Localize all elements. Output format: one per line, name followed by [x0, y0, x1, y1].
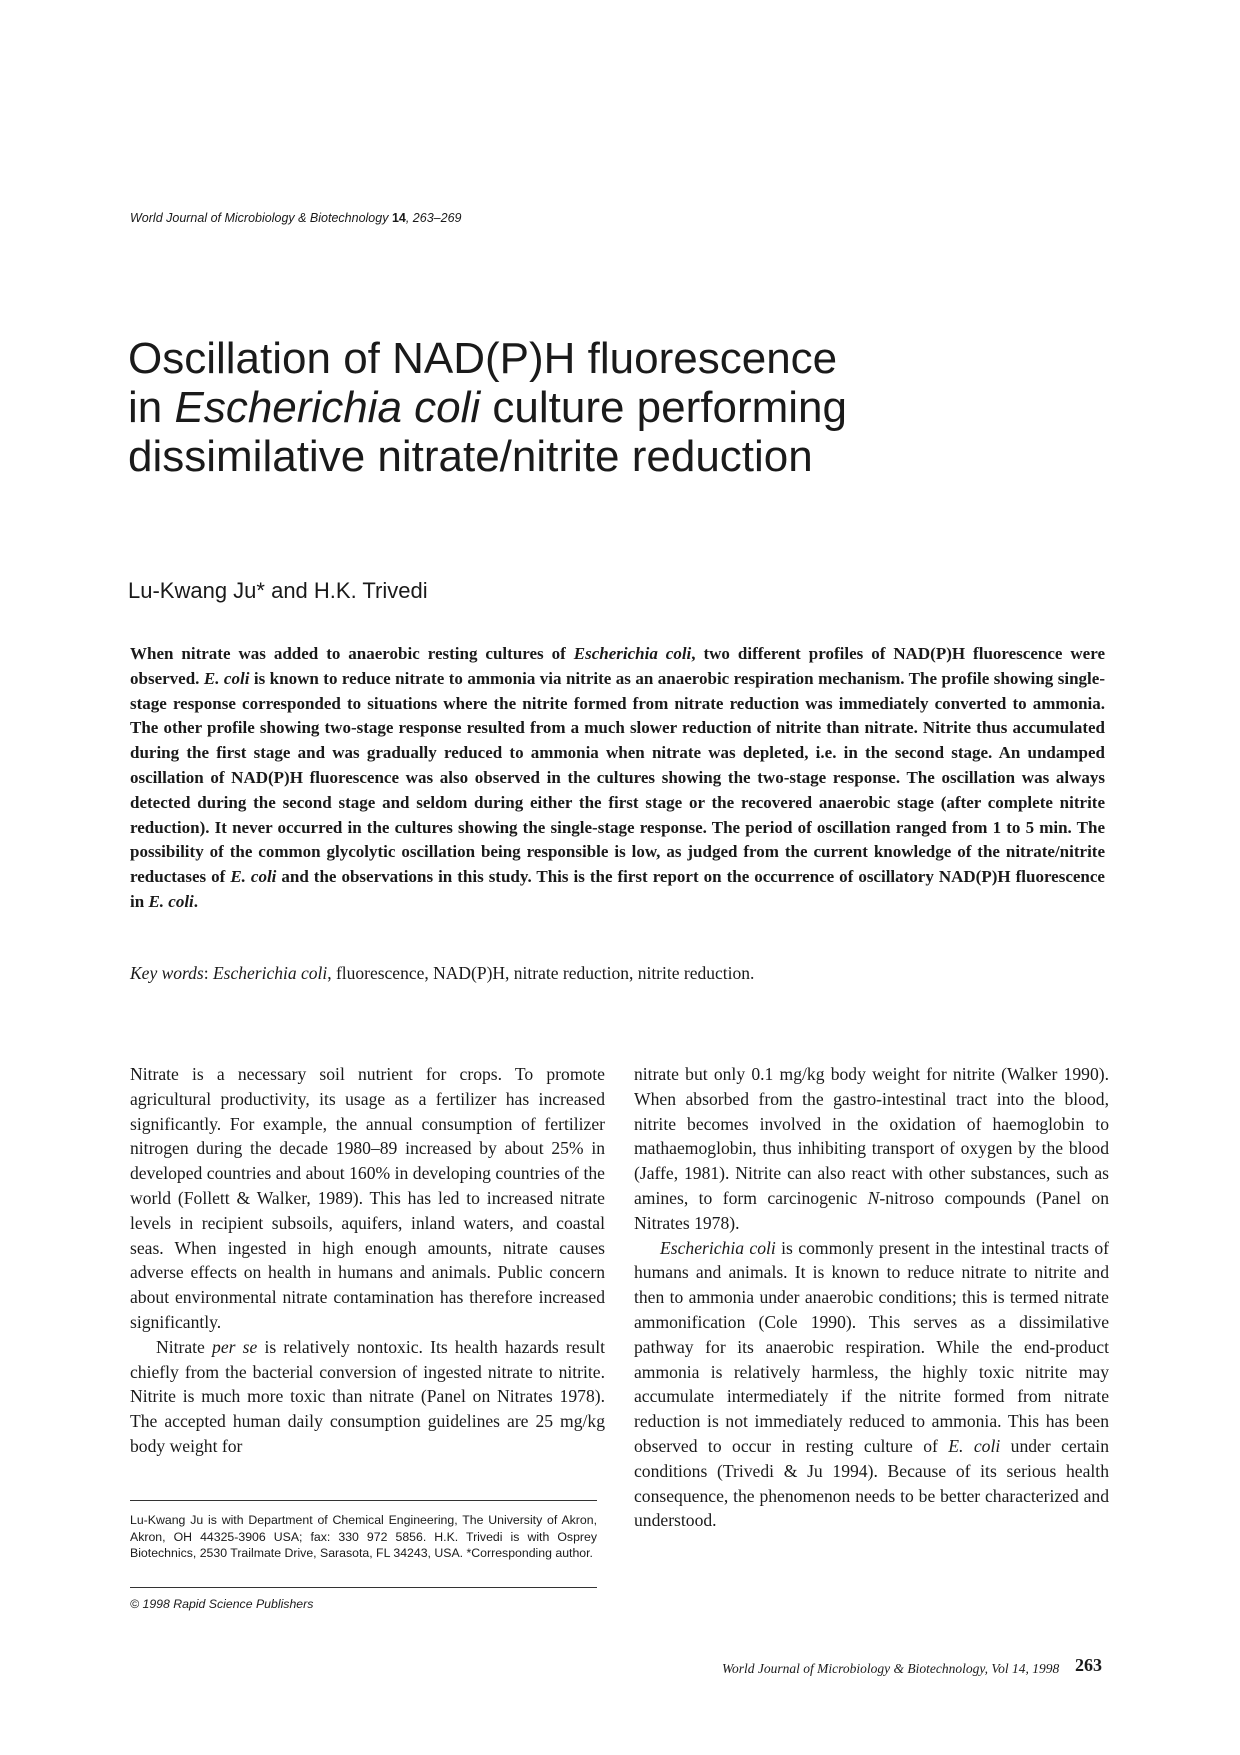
authors: Lu-Kwang Ju* and H.K. Trivedi — [128, 578, 428, 603]
body-paragraph-2 — [130, 1335, 605, 1459]
abstract-text-2: , two different profiles of NAD(P)H fluorescence were observed. — [130, 644, 1106, 688]
abstract-text-3: is known to reduce nitrate to ammonia via nitrite as an anaerobic respiration mechanism. The profile showing single-stage response corresponded to situations where the nitrite formed from nitrate reduction was immediately converted to ammonia. The other profile showing two-stage response resulted from a much slower reduction of nitrite than nitrate. Nitrite thus accumulated during the first stage and was gradually reduced to ammonia when nitrate was depleted, i.e. in the second stage. An undamped oscillation of NAD(P)H fluorescence was also observed in the cultures showing the two-stage response. The oscillation was always detected during the second stage and seldom during either the first stage or the recovered anaerobic stage (after complete nitrite reduction). It never occurred in the cultures showing the single-stage response. The period of oscillation ranged from 1 to 5 min. The possibility of the common glycolytic oscillation being responsible is low, as judged from the current knowledge of the nitrate/nitrite reductases of — [130, 668, 1105, 887]
keywords-species: Escherichia coli — [212, 963, 328, 983]
abstract-species-3: E. coli — [230, 867, 277, 887]
p3-text-b: under certain conditions (Trivedi & Ju 1994). Because of its serious health consequence, the phenomenon needs to be better characterized and understood. — [634, 1435, 1109, 1531]
copyright-divider — [130, 1587, 597, 1588]
title-line-3: dissimilative nitrate/nitrite reduction — [128, 432, 813, 481]
abstract-species-1: Escherichia coli — [573, 644, 692, 663]
footer-journal: World Journal of Microbiology & Biotechnology, Vol 14, 1998 — [722, 1661, 1060, 1676]
title-line-2-post: culture performing — [480, 383, 847, 432]
keywords — [130, 963, 1105, 984]
title-line-2-pre: in — [128, 383, 175, 432]
body-column-right — [634, 1062, 1109, 1533]
abstract-text-5: . — [193, 891, 199, 911]
abstract-species-2: E. coli — [203, 668, 250, 688]
p2-text-b-continued: nitrate but only 0.1 mg/kg body weight for nitrite (Walker 1990). When absorbed from the gastro-intestinal tract into the blood, nitrite becomes involved in the oxidation of haemoglobin to mathaemoglobin, thus inhibiting transport of oxygen by the blood (Jaffe, 1981). Nitrite can also react with other substances, such as amines, to form carcinogenic — [634, 1064, 1109, 1208]
journal-header — [130, 211, 461, 225]
p3-species-2: E. coli — [948, 1435, 1001, 1456]
body-column-left — [130, 1062, 605, 1459]
abstract-text-4: and the observations in this study. This is the first report on the occurrence of oscillatory NAD(P)H fluorescence in — [130, 867, 1105, 911]
p2-text-c: -nitroso compounds (Panel on Nitrates 1978). — [634, 1187, 1109, 1233]
p3-species: Escherichia coli — [660, 1237, 776, 1258]
abstract — [130, 642, 1105, 915]
body-paragraph-2-continued — [634, 1062, 1109, 1236]
journal-name: World Journal of Microbiology & Biotechnology — [130, 211, 389, 225]
abstract-text-1: When nitrate was added to anaerobic resting cultures of — [130, 644, 574, 663]
copyright: © 1998 Rapid Science Publishers — [130, 1597, 314, 1611]
keywords-label: Key words — [130, 963, 204, 983]
body-paragraph-3 — [634, 1236, 1109, 1534]
body-paragraph-1: Nitrate is a necessary soil nutrient for crops. To promote agricultural productivity, its usage as a fertilizer has increased significantly. For example, the annual consumption of fertilizer nitrogen during the decade 1980–89 increased by about 25% in developed countries and about 160% in developing countries of the world (Follett & Walker, 1989). This has led to increased nitrate levels in recipient subsoils, aquifers, inland waters, and coastal seas. When ingested in high enough amounts, nitrate causes adverse effects on health in humans and animals. Public concern about environmental nitrate contamination has therefore increased significantly. — [130, 1064, 605, 1332]
journal-pages: , 263–269 — [405, 211, 462, 225]
p3-text-a: is commonly present in the intestinal tracts of humans and animals. It is known to reduce nitrate to nitrite and then to ammonia under anaerobic conditions; this is termed nitrate ammonification (Cole 1990). This serves as a dissimilative pathway for its anaerobic respiration. While the end-product ammonia is relatively harmless, the highly toxic nitrite may accumulate intermediately if the nitrite formed from nitrate reduction is not immediately reduced to ammonia. This has been observed to occur in resting culture of — [634, 1237, 1109, 1456]
author-footnote: Lu-Kwang Ju is with Department of Chemical Engineering, The University of Akron, Akron, OH 44325-3906 USA; fax: 330 972 5856. H.K. Trivedi is with Osprey Biotechnics, 2530 Trailmate Drive, Sarasota, FL 34243, USA. *Corresponding author. — [130, 1513, 597, 1560]
p2-italic-n: N — [867, 1187, 880, 1208]
abstract-species-4: E. coli — [148, 891, 194, 911]
p2-italic-per-se: per se — [212, 1336, 258, 1357]
paper-title — [128, 334, 1028, 481]
keywords-separator: : — [203, 963, 213, 983]
p2-text-b: is relatively nontoxic. Its health hazards result chiefly from the bacterial conversion of ingested nitrate to nitrite. Nitrite is much more toxic than nitrate (Panel on Nitrates 1978). The accepted human daily consumption guidelines are 25 mg/kg body weight for — [130, 1336, 605, 1456]
title-species: Escherichia coli — [174, 383, 481, 432]
journal-volume: 14 — [391, 211, 406, 225]
footnote-divider — [130, 1500, 597, 1501]
title-line-2 — [128, 383, 1028, 432]
keywords-rest: , fluorescence, NAD(P)H, nitrate reduction, nitrite reduction. — [327, 963, 755, 983]
p2-text-a: Nitrate — [156, 1336, 213, 1357]
title-line-1: Oscillation of NAD(P)H fluorescence — [128, 334, 838, 383]
page-number: 263 — [1075, 1655, 1102, 1675]
